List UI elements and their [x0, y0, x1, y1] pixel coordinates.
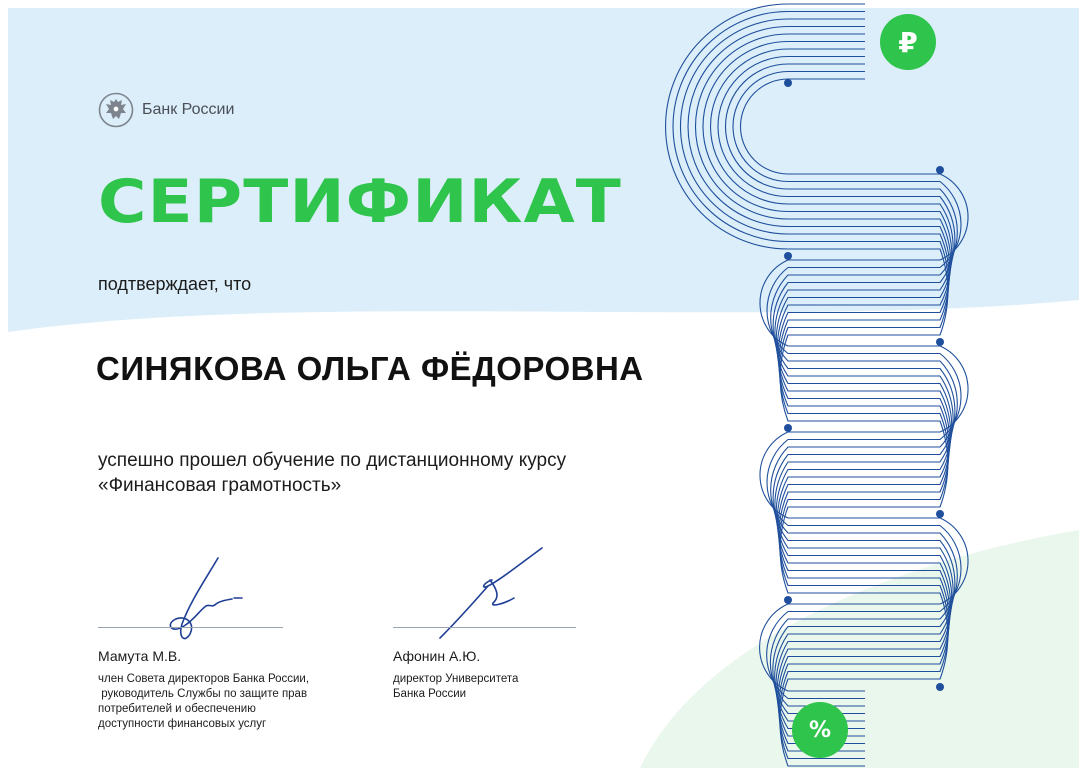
serpentine-dot	[936, 166, 944, 174]
serpentine-dot	[784, 252, 792, 260]
signatory-1-role	[98, 672, 309, 732]
serpentine-dot	[784, 596, 792, 604]
certificate-title: СЕРТИФИКАТ	[98, 167, 622, 237]
signatory-2-name: Афонин А.Ю.	[393, 648, 481, 664]
serpentine-dot	[784, 79, 792, 87]
signatory-1-role-line: член Совета директоров Банка России,	[98, 673, 310, 685]
signatory-1-role-line: доступности финансовых услуг	[98, 718, 267, 730]
serpentine-dot	[936, 338, 944, 346]
recipient-name: СИНЯКОВА ОЛЬГА ФЁДОРОВНА	[96, 350, 644, 387]
bank-logo	[98, 92, 234, 128]
signatory-1-name: Мамута М.В.	[98, 648, 182, 664]
signature-1	[160, 552, 250, 647]
confirmation-text: подтверждает, что	[98, 274, 252, 294]
course-line-1: успешно прошел обучение по дистанционному курсу	[98, 450, 567, 471]
double-headed-eagle-icon	[98, 92, 134, 128]
signature-line-2	[393, 627, 576, 628]
signature-line-1	[98, 627, 283, 628]
course-line-2: «Финансовая грамотность»	[98, 475, 342, 496]
percent-badge-icon: %	[792, 702, 848, 758]
serpentine-dot	[784, 424, 792, 432]
signatory-2-role-line: директор Университета	[393, 673, 519, 685]
signatory-1-role-line: потребителей и обеспечению	[98, 703, 256, 715]
serpentine-dot	[936, 510, 944, 518]
bank-name: Банк России	[142, 101, 235, 118]
ruble-badge-icon: ₽	[880, 14, 936, 70]
course-description	[98, 448, 566, 498]
signature-2	[430, 544, 550, 644]
signatory-2-role-line: Банка России	[393, 688, 467, 700]
serpentine-dot	[936, 683, 944, 691]
signatory-1-role-line: руководитель Службы по защите прав	[98, 688, 308, 700]
signatory-2-role	[393, 672, 518, 702]
